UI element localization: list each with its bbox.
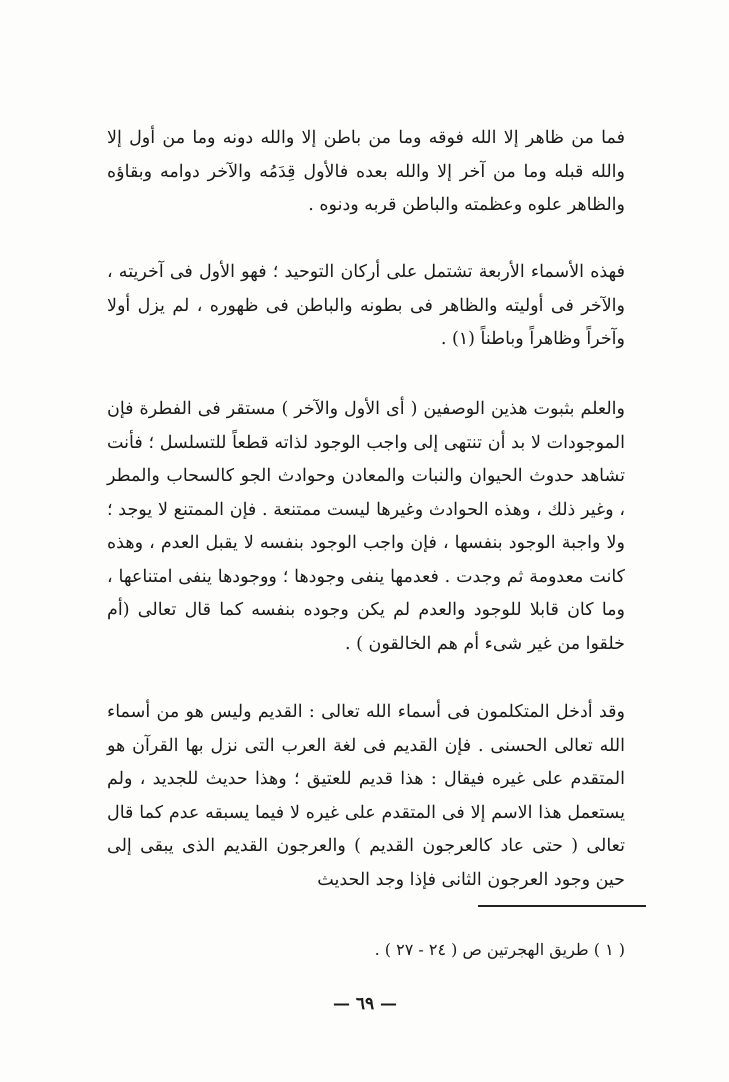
paragraph-3: والعلم بثبوت هذين الوصفين ( أى الأول والآخر ) مستقر فى الفطرة فإن الموجودات لا بد أن تنتهى إلى واجب الوجود لذاته قطعاً للتسلسل ؛ فأنت تشاهد حدوث الحيوان والنبات والمعادن وحوادث الجو كالسحاب والمطر ، وغير ذلك ، وهذه الحوادث وغيرها ليست ممتنعة . فإن الممتنع لا يوجد ؛ ولا واجبة الوجود بنفسها ، فإن واجب الوجود بنفسه لا يقبل العدم ، وهذه كانت معدومة ثم وجدت . فعدمها ينفى وجودها ؛ ووجودها ينفى امتناعها ، وما كان قابلا للوجود والعدم لم يكن وجوده بنفسه كما قال تعالى (أم خلقوا من غير شىء أم هم الخالقون ) . — [107, 399, 625, 654]
footnote: ( ١ ) طريق الهجرتين ص ( ٢٤ - ٢٧ ) . — [374, 940, 625, 959]
paragraph-1: فما من ظاهر إلا الله فوقه وما من باطن إلا والله دونه وما من أول إلا والله قبله وما من آخر إلا والله بعده فالأول قِدَمُه والآخر دوامه وبقاؤه والظاهر علوه وعظمته والباطن قربه ودنوه . — [107, 128, 625, 215]
paragraph-4: وقد أدخل المتكلمون فى أسماء الله تعالى : القديم وليس هو من أسماء الله تعالى الحسنى . فإن القديم فى لغة العرب التى نزل بها القرآن هو المتقدم على غيره فيقال : هذا قديم للعتيق ؛ وهذا حديث للجديد ، ولم يستعمل هذا الاسم إلا فى المتقدم على غيره لا فيما يسبقه عدم كما قال تعالى ( حتى عاد كالعرجون القديم ) والعرجون القديم الذى يبقى إلى حين وجود العرجون الثانى فإذا وجد الحديث — [107, 702, 625, 890]
footnote-divider — [478, 905, 646, 907]
page-number: — ٦٩ — — [332, 994, 398, 1014]
paragraph-2: فهذه الأسماء الأربعة تشتمل على أركان التوحيد ؛ فهو الأول فى آخريته ، والآخر فى أوليته والظاهر فى بطونه والباطن فى ظهوره ، لم يزل أولا وآخراً وظاهراً وباطناً (١) . — [107, 262, 625, 349]
